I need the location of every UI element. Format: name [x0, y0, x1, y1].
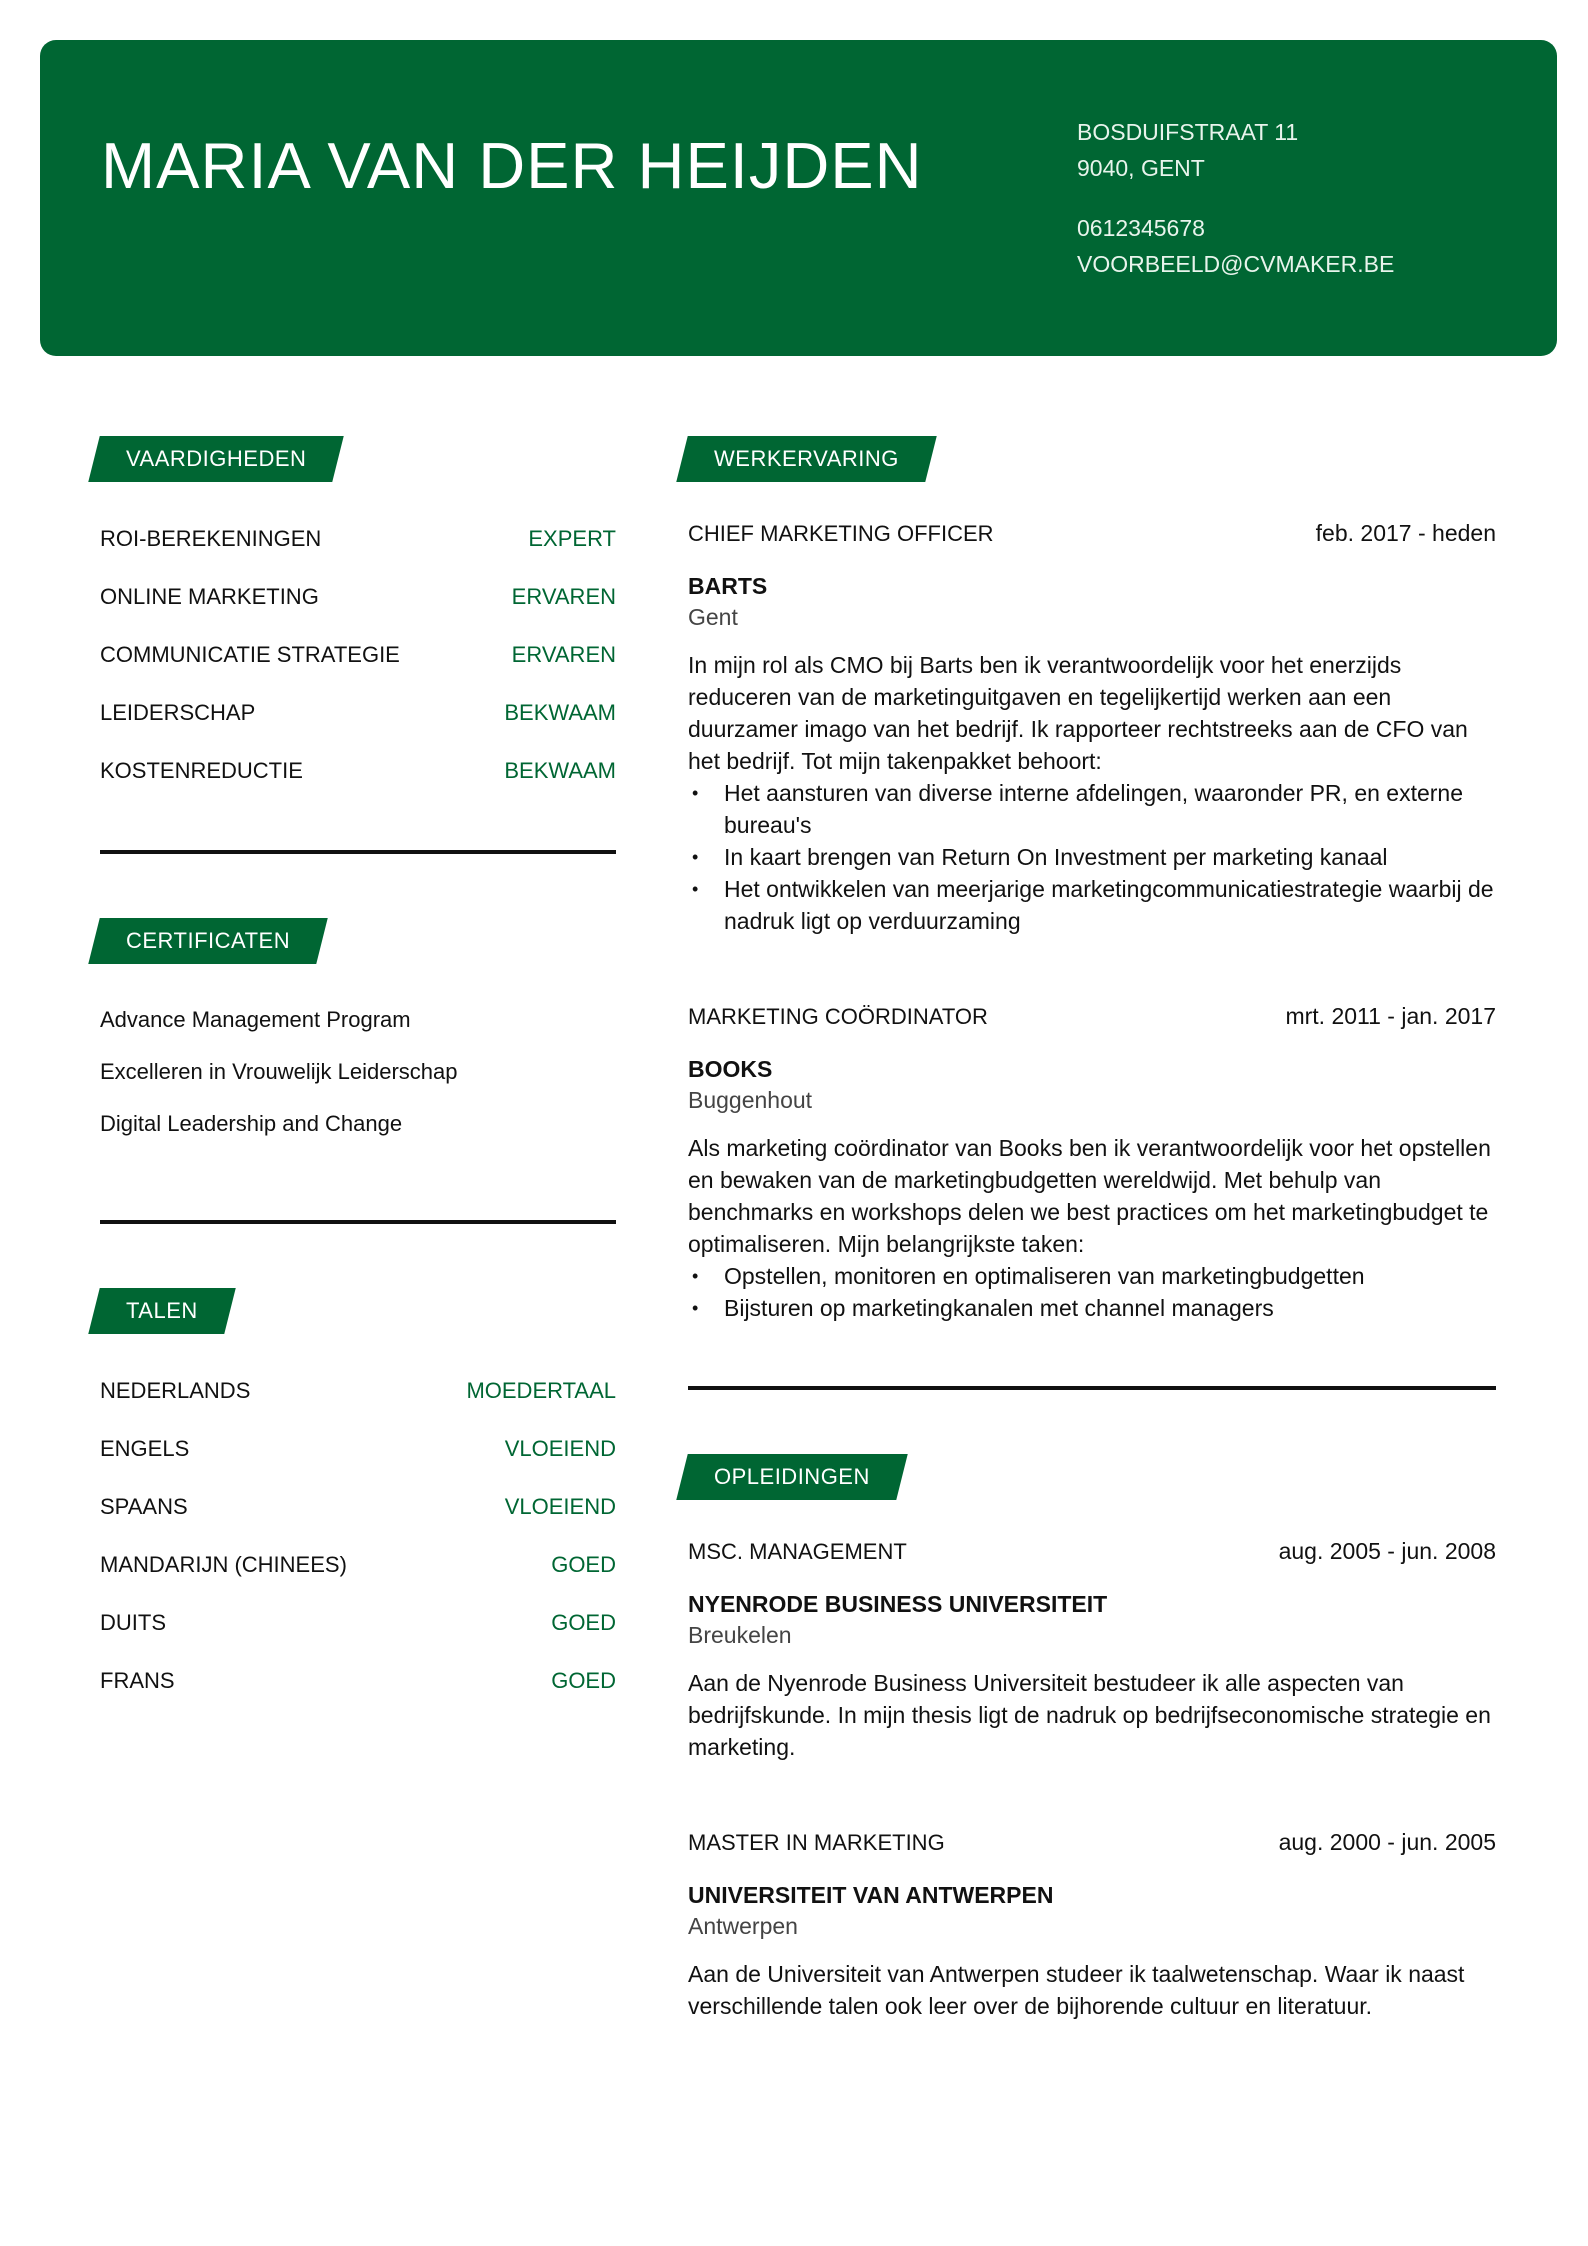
languages-section	[100, 1288, 616, 1710]
skill-name: ONLINE MARKETING	[100, 584, 319, 609]
job-entry	[688, 1003, 1496, 1324]
language-name: FRANS	[100, 1668, 175, 1693]
email-address: VOORBEELD@CVMAKER.BE	[1077, 251, 1395, 277]
institution-name: NYENRODE BUSINESS UNIVERSITEIT	[688, 1591, 1108, 1617]
skill-row	[100, 684, 616, 742]
language-level: VLOEIEND	[504, 1494, 616, 1519]
right-column	[688, 436, 1496, 2022]
language-row	[100, 1594, 616, 1652]
language-name: ENGELS	[100, 1436, 190, 1461]
institution-name: UNIVERSITEIT VAN ANTWERPEN	[688, 1882, 1054, 1908]
job-title: MARKETING COÖRDINATOR	[688, 1004, 988, 1029]
institution-location: Antwerpen	[688, 1913, 798, 1939]
language-level: MOEDERTAAL	[466, 1378, 616, 1403]
education-entry	[688, 1829, 1496, 2022]
bullet-item: • Bijsturen op marketingkanalen met channel managers	[688, 1292, 1496, 1324]
skill-row	[100, 742, 616, 800]
bullet-item: • Het aansturen van diverse interne afdelingen, waaronder PR, en externe bureau's	[688, 777, 1496, 841]
skill-level: ERVAREN	[511, 584, 616, 609]
certificate-item: Excelleren in Vrouwelijk Leiderschap	[100, 1059, 458, 1084]
language-name: SPAANS	[100, 1494, 188, 1519]
language-name: NEDERLANDS	[100, 1378, 251, 1403]
skill-row	[100, 626, 616, 684]
section-tag-certificates: CERTIFICATEN	[100, 918, 316, 964]
skill-name: ROI-BEREKENINGEN	[100, 526, 322, 551]
left-column	[100, 436, 616, 1710]
certificates-section	[100, 918, 616, 1224]
job-description: In mijn rol als CMO bij Barts ben ik verantwoordelijk voor het enerzijds reduceren van de marketinguitgaven en tegelijkertijd werken aan een duurzamer imago van het bedrijf. Ik rapporteer rechtstreeks aan de CFO van het bedrijf. Tot mijn takenpakket behoort:	[688, 652, 1468, 774]
institution-location: Breukelen	[688, 1622, 792, 1648]
section-tag-skills: VAARDIGHEDEN	[100, 436, 332, 482]
language-row	[100, 1420, 616, 1478]
language-level: GOED	[551, 1668, 616, 1693]
job-organization: BOOKS	[688, 1056, 773, 1082]
job-description: Als marketing coördinator van Books ben ik verantwoordelijk voor het opstellen en bewaken van de marketingbudgetten wereldwijd. Met behulp van benchmarks en workshops delen we best practices om het marketingbudget te optimaliseren. Mijn belangrijkste taken:	[688, 1135, 1491, 1257]
divider	[100, 1220, 616, 1224]
address-line2: 9040, GENT	[1077, 155, 1205, 181]
section-tag-education: OPLEIDINGEN	[688, 1454, 896, 1500]
section-tag-languages: TALEN	[100, 1288, 224, 1334]
language-row	[100, 1536, 616, 1594]
language-row	[100, 1652, 616, 1710]
language-level: GOED	[551, 1610, 616, 1635]
education-description: Aan de Universiteit van Antwerpen studeer ik taalwetenschap. Waar ik naast verschillende talen ook leer over de bijhorende cultuur en literatuur.	[688, 1961, 1465, 2019]
job-location: Gent	[688, 604, 738, 630]
language-name: MANDARIJN (CHINEES)	[100, 1552, 347, 1577]
skill-level: BEKWAAM	[504, 758, 616, 783]
candidate-name: MARIA VAN DER HEIJDEN	[101, 129, 923, 202]
job-title: CHIEF MARKETING OFFICER	[688, 521, 994, 546]
experience-section	[688, 436, 1496, 1390]
skill-name: LEIDERSCHAP	[100, 700, 256, 725]
job-date: mrt. 2011 - jan. 2017	[1285, 1003, 1496, 1029]
degree-title: MSC. MANAGEMENT	[688, 1539, 907, 1564]
bullet-item: • In kaart brengen van Return On Investment per marketing kanaal	[688, 841, 1496, 873]
job-date: feb. 2017 - heden	[1315, 520, 1496, 546]
language-row	[100, 1362, 616, 1420]
phone-number: 0612345678	[1077, 215, 1205, 241]
address-line1: BOSDUIFSTRAAT 11	[1077, 119, 1299, 145]
skill-level: BEKWAAM	[504, 700, 616, 725]
certificate-item: Advance Management Program	[100, 1007, 411, 1032]
education-date: aug. 2000 - jun. 2005	[1278, 1829, 1496, 1855]
skill-row	[100, 510, 616, 568]
language-row	[100, 1478, 616, 1536]
job-organization: BARTS	[688, 573, 768, 599]
job-entry	[688, 520, 1496, 937]
skill-name: COMMUNICATIE STRATEGIE	[100, 642, 400, 667]
skills-section	[100, 436, 616, 854]
education-date: aug. 2005 - jun. 2008	[1278, 1538, 1496, 1564]
skill-level: EXPERT	[528, 526, 616, 551]
education-entry	[688, 1538, 1496, 1763]
certificate-item: Digital Leadership and Change	[100, 1111, 403, 1136]
section-tag-experience: WERKERVARING	[688, 436, 925, 482]
education-section	[688, 1454, 1496, 2022]
language-level: VLOEIEND	[504, 1436, 616, 1461]
divider	[688, 1386, 1496, 1390]
language-name: DUITS	[100, 1610, 166, 1635]
degree-title: MASTER IN MARKETING	[688, 1830, 945, 1855]
contact-block	[1077, 114, 1394, 282]
job-bullets	[688, 777, 1496, 937]
language-level: GOED	[551, 1552, 616, 1577]
bullet-item: • Het ontwikkelen van meerjarige marketingcommunicatiestrategie waarbij de nadruk ligt op verduurzaming	[688, 873, 1496, 937]
skill-level: ERVAREN	[511, 642, 616, 667]
divider	[100, 850, 616, 854]
bullet-item: • Opstellen, monitoren en optimaliseren van marketingbudgetten	[688, 1260, 1496, 1292]
cv-header	[40, 40, 1557, 356]
skill-name: KOSTENREDUCTIE	[100, 758, 303, 783]
education-description: Aan de Nyenrode Business Universiteit bestudeer ik alle aspecten van bedrijfskunde. In mijn thesis ligt de nadruk op bedrijfseconomische strategie en marketing.	[688, 1670, 1491, 1760]
skill-row	[100, 568, 616, 626]
job-bullets	[688, 1260, 1496, 1324]
job-location: Buggenhout	[688, 1087, 813, 1113]
